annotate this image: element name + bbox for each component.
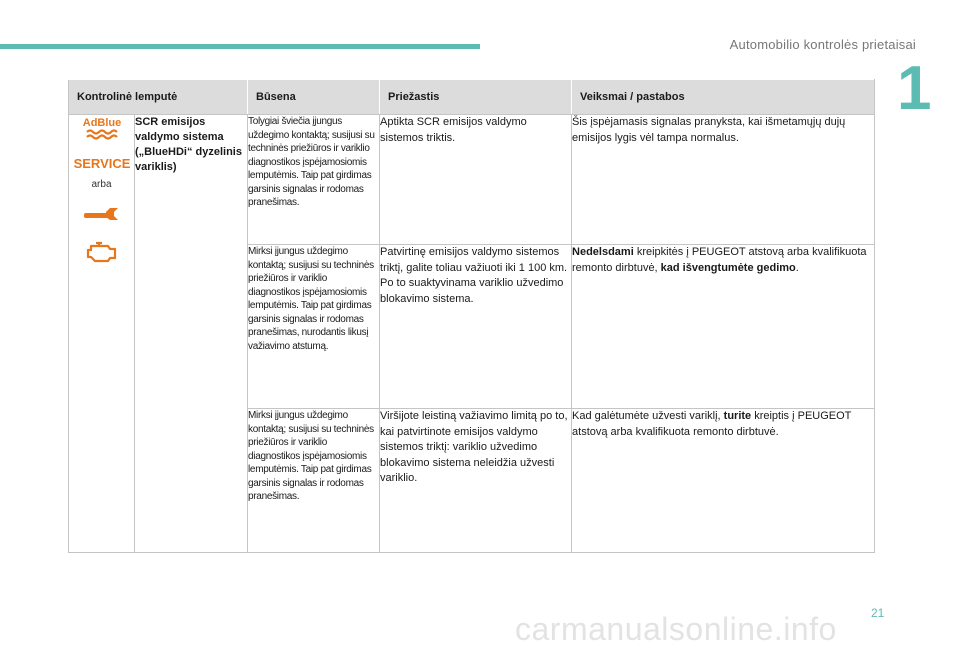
service-icon-text: SERVICE <box>73 156 130 171</box>
action-part: kad išvengtumėte gedimo <box>660 261 796 274</box>
lamp-name: SCR emisijos valdymo sistema („BlueHDi“ dyzelinis variklis) <box>135 115 248 553</box>
engine-icon <box>69 238 134 266</box>
header-accent-bar <box>0 44 480 49</box>
status-text: Tolygiai šviečia įjungus uždegimo kontaktą; susijusi su techninės priežiūros ir variklio diagnostikos įspėjamosiomis lemputėmis. Taip pat girdimas garsinis signalas ir rodomas pranešimas. <box>248 115 380 245</box>
action-text <box>572 115 875 245</box>
action-part: Kad galėtumėte užvesti variklį, <box>572 410 724 422</box>
action-text <box>572 409 875 553</box>
col-header-action: Veiksmai / pastabos <box>572 80 875 115</box>
action-part: kreipkitės į PEUGEOT atstovą arba kvalifikuota remonto dirbtuvė, <box>572 246 867 274</box>
section-title: Automobilio kontrolės prietaisai <box>729 37 916 52</box>
table-header-row <box>69 80 875 115</box>
watermark: carmanualsonline.info <box>515 611 837 647</box>
action-part: . <box>795 261 799 274</box>
action-part: turite <box>723 410 752 422</box>
service-icon <box>69 155 134 171</box>
status-text: Mirksi įjungus uždegimo kontaktą; susijusi su techninės priežiūros ir variklio diagnostikos įspėjamosiomis lemputėmis. Taip pat girdimas garsinis signalas ir rodomas pranešimas, nurodantis likusį važiavimo atstumą. <box>248 245 380 409</box>
col-header-cause: Priežastis <box>380 80 572 115</box>
cause-text: Patvirtinę emisijos valdymo sistemos triktį, galite toliau važiuoti iki 1 100 km. Po to suaktyvinama variklio užvedimo blokavimo sistema. <box>380 245 572 409</box>
table-row <box>69 115 875 245</box>
wrench-icon <box>69 204 134 224</box>
action-part: Šis įspėjamasis signalas pranyksta, kai išmetamųjų dujų emisijos lygis vėl tampa normalus. <box>572 116 846 144</box>
cause-text: Aptikta SCR emisijos valdymo sistemos triktis. <box>380 115 572 245</box>
adblue-icon-text: AdBlue <box>82 117 121 129</box>
col-header-lamp: Kontrolinė lemputė <box>69 80 248 115</box>
col-header-status: Būsena <box>248 80 380 115</box>
action-part: kreiptis į PEUGEOT atstovą arba kvalifikuota remonto dirbtuvė. <box>572 410 852 438</box>
lamp-icons-cell <box>69 115 135 553</box>
chapter-number: 1 <box>897 54 932 123</box>
page-number: 21 <box>871 606 885 620</box>
status-text: Mirksi įjungus uždegimo kontaktą; susijusi su techninės priežiūros ir variklio diagnostikos įspėjamosiomis lemputėmis. Taip pat girdimas garsinis signalas ir rodomas pranešimas. <box>248 409 380 553</box>
cause-text: Viršijote leistiną važiavimo limitą po to, kai patvirtinote emisijos valdymo sistemos triktį: variklio užvedimo blokavimo sistema neleidžia užvesti variklio. <box>380 409 572 553</box>
action-text <box>572 245 875 409</box>
warning-lamp-table <box>68 79 875 553</box>
action-part: Nedelsdami <box>572 246 634 258</box>
or-label: arba <box>91 179 112 190</box>
adblue-icon <box>69 115 134 141</box>
